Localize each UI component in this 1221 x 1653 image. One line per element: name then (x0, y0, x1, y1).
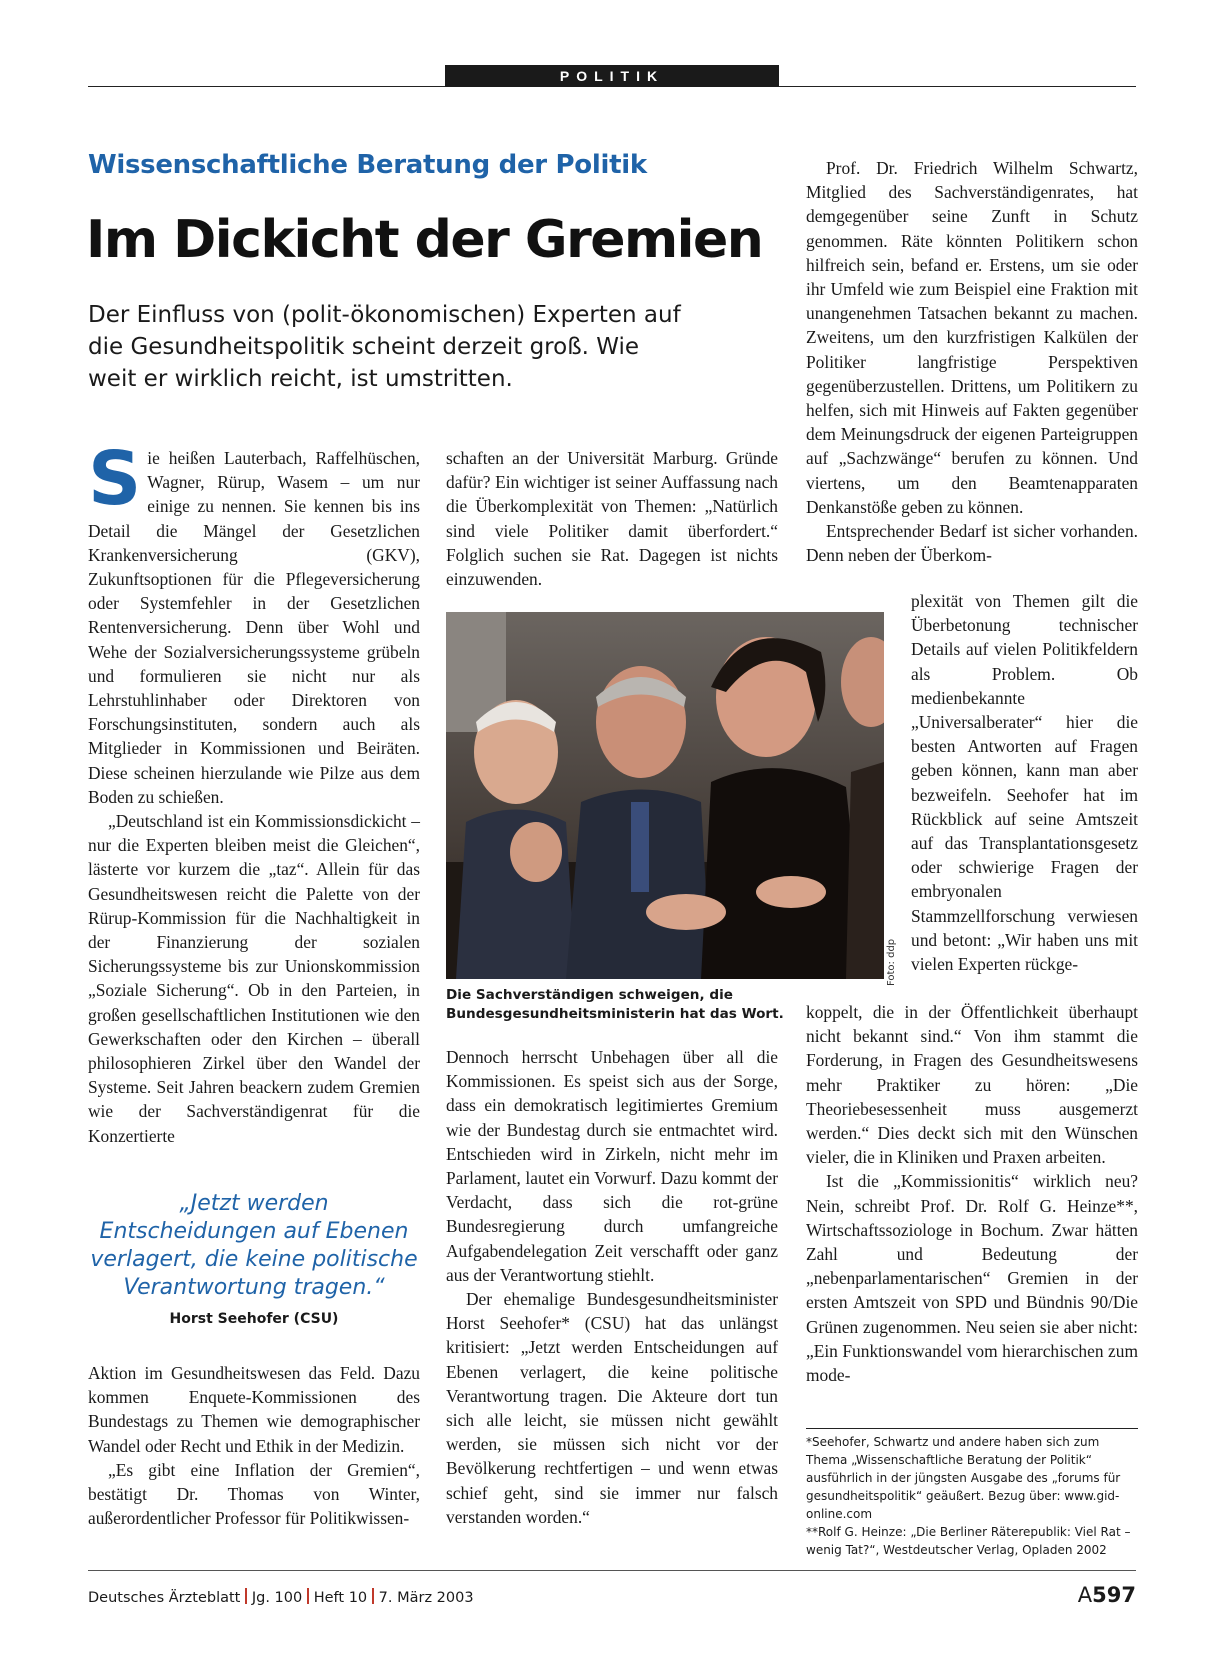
issue: Heft 10 (313, 1590, 368, 1606)
paragraph: Dennoch herrscht Unbehagen über all die Kommissionen. Es speist sich aus der Sorge, dass ein demokratisch legitimiertes Gremium wie der Bundestag durch sie entmachtet wird. Entschieden wird in Zirkeln, nicht mehr im Parlament, lautet ein Vorwurf. Dazu kommt der Verdacht, dass sich die rot-grüne Bundesregierung durch umfangreiche Aufgabendelegation Zeit verschafft oder ganz aus der Verantwortung stiehlt. (446, 1047, 778, 1285)
column-1-bottom (88, 1361, 420, 1530)
footnote-rule (806, 1428, 1138, 1429)
column-2-bottom (446, 1045, 778, 1529)
date: 7. März 2003 (378, 1590, 474, 1606)
photo-illustration (446, 612, 884, 979)
paragraph: Der ehemalige Bundesgesundheitsminister Horst Seehofer* (CSU) hat das unlängst kritisiert: „Jetzt werden Entscheidungen auf Ebenen verlagert, die keine politische Verantwortung tragen. Die Akteure dort tun sich alle leicht, sie müssen nicht gewählt werden, sie müssen sich nicht vor der Bevölkerung rechtfertigen – und wenn etwas schief geht, sind sie immer nur falsch verstanden worden.“ (446, 1289, 778, 1527)
pull-quote: „Jetzt werden Entscheidungen auf Ebenen verlagert, die keine politische Verantwortung tragen.“ (90, 1191, 418, 1300)
kicker: Wissenschaftliche Beratung der Politik (88, 150, 647, 180)
footnotes (806, 1433, 1138, 1559)
section-label: POLITIK (445, 65, 779, 87)
paragraph: Entsprechender Bedarf ist sicher vorhanden. Denn neben der Überkom- (806, 521, 1138, 566)
separator (307, 1588, 309, 1604)
footnote-2: **Rolf G. Heinze: „Die Berliner Räterepublik: Viel Rat – wenig Tat?“, Westdeutscher Verlag, Opladen 2002 (806, 1525, 1131, 1557)
paragraph: koppelt, die in der Öffentlichkeit überhaupt nicht bekannt sind.“ Von ihm stammt die Forderung, in Fragen des Gesundheitswesens mehr Praktiker zu hören: „Die Theoriebesessenheit muss ausgemerzt werden.“ Dies deckt sich mit den Wünschen vieler, die in Kliniken und Praxen arbeiten. (806, 1002, 1138, 1168)
pull-quote-author: Horst Seehofer (CSU) (169, 1311, 339, 1327)
column-1-top (88, 436, 420, 1148)
paragraph: Prof. Dr. Friedrich Wilhelm Schwartz, Mitglied des Sachverständigenrates, hat demgegenüber seine Zunft in Schutz genommen. Räte könnten Politikern schon hilfreich sein, befand er. Erstens, um sie oder ihr Umfeld wie zum Beispiel eine Fraktion mit unangenehmen Tatsachen bekannt zu machen. Zweitens, um den kurzfristigen Kalkülen der Politiker langfristige Perspektiven gegenüberzustellen. Drittens, um Politikern zu helfen, sich mit Hinweis auf Fakten gegenüber dem Meinungsdruck der eigenen Parteigruppen auf „Sachzwänge“ berufen zu können. Und viertens, um den Beamtenapparaten Denkanstöße geben zu können. (806, 158, 1138, 517)
volume: Jg. 100 (251, 1590, 303, 1606)
photo-credit: Foto: ddp (886, 938, 897, 986)
paragraph: „Es gibt eine Inflation der Gremien“, bestätigt Dr. Thomas von Winter, außerordentlicher Professor für Politikwissen- (88, 1459, 420, 1529)
separator (372, 1588, 374, 1604)
footnote-1: *Seehofer, Schwartz und andere haben sich zum Thema „Wissenschaftliche Beratung der Politik“ ausführlich in der jüngsten Ausgabe des „forums für gesundheitspolitik“ geäußert. Bezug über: www.gid-online.com (806, 1435, 1121, 1521)
paragraph: „Deutschland ist ein Kommissionsdickicht – nur die Experten bleiben meist die Gleichen“, lästerte vor kurzem die „taz“. Allein für das Gesundheitswesen reicht die Palette von der Rürup-Kommission für die Nachhaltigkeit in der Finanzierung der sozialen Sicherungssysteme bis zur Unionskommission „Soziale Sicherung“. Ob in den Parteien, in großen gesellschaftlichen Institutionen wie den Gewerkschaften oder den Kirchen – überall philosophieren Zirkel über den Wandel der Systeme. Seit Jahren beackern zudem Gremien wie der Sachverständigenrat für die Konzertierte (88, 811, 420, 1146)
separator (245, 1588, 247, 1604)
column-3-top (806, 156, 1138, 567)
column-2-top (446, 446, 778, 591)
paragraph: schaften an der Universität Marburg. Gründe dafür? Ein wichtiger ist seiner Auffassung nach die Überkomplexität von Themen: „Natürlich sind viele Politiker damit überfordert.“ Folglich suchen sie Rat. Dagegen ist nichts einzuwenden. (446, 448, 778, 590)
paragraph: plexität von Themen gilt die Überbetonung technischer Details auf vielen Politikfeldern als Problem. Ob medienbekannte „Universalberater“ hier die besten Antworten auf Fragen geben können, kann man aber bezweifeln. Seehofer hat im Rückblick auf seine Amtszeit auf das Transplantationsgesetz oder schwierige Fragen der embryonalen Stammzellforschung verwiesen und betont: „Wir haben uns mit vielen Experten rückge- (911, 591, 1138, 975)
footer-rule (88, 1570, 1136, 1571)
paragraph: Ist die „Kommissionitis“ wirklich neu? Nein, schreibt Prof. Dr. Rolf G. Heinze**, Wirtschaftssoziologe in Bochum. Zwar hätten Zahl und Bedeutung der „nebenparlamentarischen“ Gremien in der ersten Amtszeit von SPD und Bündnis 90/Die Grünen zugenommen. Neu seien sie aber nicht: „Ein Funktionswandel vom hierarchischen zum mode- (806, 1171, 1138, 1386)
paragraph: Sie heißen Lauterbach, Raffelhüschen, Wagner, Rürup, Wasem – um nur einige zu nennen. Sie kennen bis ins Detail die Mängel der Gesetzlichen Krankenversicherung (GKV), Zukunftsoptionen für die Pflegeversicherung oder Systemfehler in der Gesetzlichen Rentenversicherung. Denn über Wohl und Wehe der Sozialversicherungssysteme grübeln und formulieren sie nicht nur als Lehrstuhlinhaber oder Direktoren von Forschungsinstituten, sondern auch als Mitglieder in Kommissionen und Beiräten. Diese scheinen hierzulande wie Pilze aus dem Boden zu schießen. (88, 436, 420, 807)
page-number: A597 (1077, 1583, 1136, 1607)
column-3-narrow (911, 589, 1138, 976)
article-photo (446, 612, 884, 979)
footer-citation (88, 1588, 474, 1606)
paragraph: Aktion im Gesundheitswesen das Feld. Dazu kommen Enquete-Kommissionen des Bundestags zu Themen wie demographischer Wandel oder Recht und Ethik in der Medizin. (88, 1363, 420, 1456)
drop-cap: S (88, 436, 142, 522)
photo-caption: Die Sachverständigen schweigen, die Bundesgesundheitsministerin hat das Wort. (446, 987, 784, 1022)
journal-name: Deutsches Ärzteblatt (88, 1590, 241, 1606)
column-3-bottom (806, 1000, 1138, 1387)
lead-paragraph: Der Einfluss von (polit-ökonomischen) Experten auf die Gesundheitspolitik scheint derzeit groß. Wie weit er wirklich reicht, ist umstritten. (88, 302, 681, 392)
headline: Im Dickicht der Gremien (86, 210, 763, 270)
